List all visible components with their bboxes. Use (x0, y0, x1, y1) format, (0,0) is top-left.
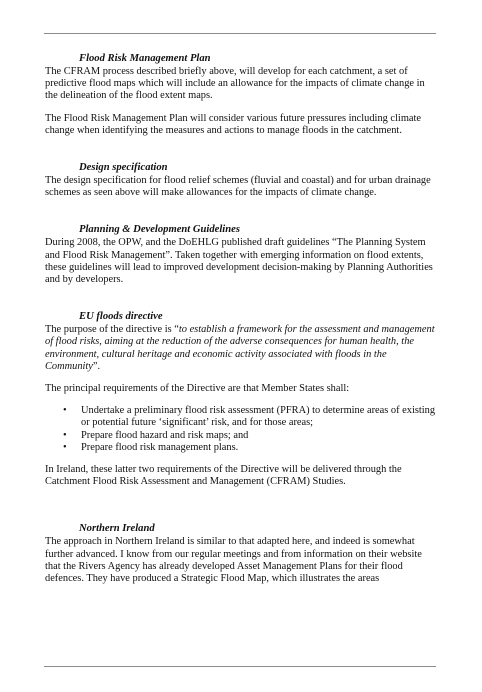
section-heading: Northern Ireland (79, 523, 155, 535)
section-eu-floods-directive (45, 310, 437, 488)
paragraph: The design specification for flood relief schemes (fluvial and coastal) and for urban drainage schemes as seen above will make allowances for the impacts of climate change. (45, 175, 431, 199)
footer-rule (44, 666, 436, 667)
section-flood-risk-management-plan (45, 52, 437, 137)
bullet-icon: • (63, 405, 67, 417)
document-page (45, 52, 437, 585)
list-item (45, 442, 437, 454)
header-rule (44, 33, 436, 34)
paragraph: During 2008, the OPW, and the DoEHLG published draft guidelines “The Planning System and Flood Risk Management”. Taken together with emerging information on flood extents, these guidelines will lead to improved development decision-making by Planning Authorities and by developers. (45, 237, 433, 286)
section-heading: Planning & Development Guidelines (79, 224, 240, 236)
section-northern-ireland (45, 522, 437, 585)
section-design-specification (45, 161, 437, 199)
paragraph: The Flood Risk Management Plan will consider various future pressures including climate change when identifying the measures and actions to manage floods in the catchment. (45, 112, 422, 136)
bullet-icon: • (63, 441, 67, 453)
directive-purpose (45, 324, 437, 373)
section-heading: EU floods directive (79, 311, 163, 323)
purpose-quote: to establish a framework for the assessment and management of flood risks, aiming at the reduction of the adverse consequences for human health, the environment, cultural heritage and economic activity associated with floods in the Community (45, 324, 435, 372)
purpose-prefix: The purpose of the directive is “ (45, 324, 179, 336)
list-item-text: Prepare flood hazard and risk maps; and (81, 429, 249, 441)
section-heading: Flood Risk Management Plan (79, 53, 211, 64)
section-planning-development-guidelines (45, 223, 437, 286)
paragraph: In Ireland, these latter two requirements of the Directive will be delivered through the Catchment Flood Risk Assessment and Management (CFRAM) Studies. (45, 464, 402, 488)
requirements-list (45, 405, 437, 454)
bullet-icon: • (63, 429, 67, 441)
paragraph: The approach in Northern Ireland is similar to that adapted here, and indeed is somewhat further advanced. I know from our regular meetings and from information on their website that the Rivers Agency has already developed Asset Management Plans for their flood defences. They have produced a Strategic Flood Map, which illustrates the areas (45, 536, 422, 585)
section-heading: Design specification (79, 162, 168, 174)
list-item-text: Undertake a preliminary flood risk assessment (PFRA) to determine areas of existing or potential future ‘significant’ risk, and for those areas; (81, 405, 436, 429)
list-item-text: Prepare flood risk management plans. (81, 441, 239, 453)
paragraph: The CFRAM process described briefly above, will develop for each catchment, a set of predictive flood maps which will include an allowance for the impacts of climate change in the delineation of the flood extent maps. (45, 66, 425, 102)
requirements-intro: The principal requirements of the Directive are that Member States shall: (45, 383, 350, 395)
list-item (45, 430, 437, 442)
purpose-suffix: ”. (92, 360, 101, 372)
list-item (45, 405, 437, 429)
